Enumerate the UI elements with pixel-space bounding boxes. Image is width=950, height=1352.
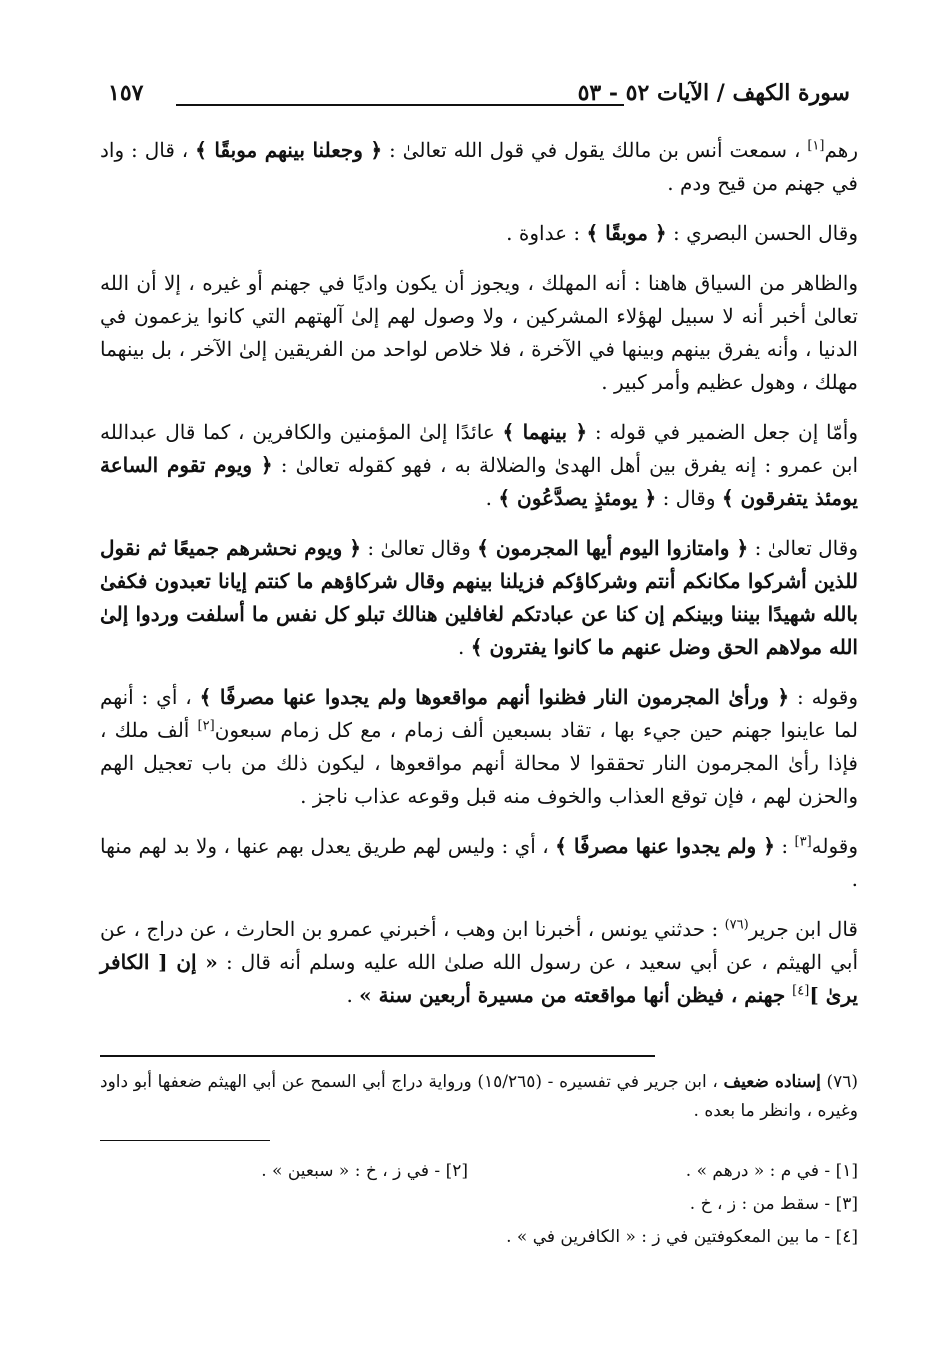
paragraph [100,532,858,664]
note-1: [١] - في م : « درهم » . [685,1161,858,1181]
quranic-quote: ﴿ وامتازوا اليوم أيها المجرمون ﴾ [477,536,749,560]
quranic-quote: « إن [ الكافر يرىٰ ] [100,950,858,1007]
text-run: والظاهر من السياق هاهنا : أنه المهلك ، ويجوز أن يكون واديًا في جهنم أو غيره ، إلا أن الله تعالىٰ أخبر أنه لا سبيل لهؤلاء المشركين ، ولا وصول لهم إلىٰ آلهتهم التي كانوا يزعمون في الدنيا ، وأنه يفرق بينهم وبينها في الآخرة ، فلا خلاص لواحد من الفريقين إلىٰ الآخر ، بل بينهما مهلك ، وهول عظيم وأمر كبير . [100,271,858,394]
text-run: : [774,834,795,858]
note-marker: [١] [807,138,825,154]
quranic-quote: جهنم ، فيظن أنها مواقعته من مسيرة أربعين سنة » [359,983,793,1007]
header-rule [176,104,624,106]
paragraph [100,830,858,896]
notes-row-1 [100,1155,858,1188]
text-run: (٧٦) [820,1072,858,1092]
paragraph [100,681,858,813]
surah-title: سورة الكهف / الآيات ٥٢ - ٥٣ [577,80,850,106]
text-run: ، ابن جرير في تفسيره - (١٥/٢٦٥) ورواية دراج أبي السمح عن أبي الهيثم ضعفها أبو داود وغيره ، وانظر ما بعده . [100,1072,858,1121]
note-marker: [٣] [794,834,812,850]
paragraph [100,134,858,200]
text-run: . [485,486,499,510]
main-text [100,134,858,1029]
quranic-quote: ﴿ ولم يجدوا عنها مصرفًا ﴾ [555,834,775,858]
text-run: رهم [824,138,858,162]
quranic-quote: ﴿ ويوم نحشرهم جميعًا ثم نقول للذين أشركوا مكانكم أنتم وشركاؤكم فزيلنا بينهم وقال شركاؤهم ما كنتم إيانا تعبدون فكفىٰ بالله شهيدًا بيننا وبينكم إن كنا عن عبادتكم لغافلين هنالك تبلو كل نفس ما أسلفت وردوا إلىٰ الله مولاهم الحق وضل عنهم ما كانوا يفترون ﴾ [100,536,858,659]
quranic-quote: ﴿ ورأىٰ المجرمون النار فظنوا أنهم مواقعوها ولم يجدوا عنها مصرفًا ﴾ [199,685,790,709]
notes-row-2 [100,1188,858,1221]
quranic-quote: ﴿ وجعلنا بينهم موبقًا ﴾ [195,138,383,162]
text-run: . [346,983,360,1007]
note-marker: [٤] [792,983,810,999]
paragraph [100,217,858,250]
footnote-divider [100,1055,655,1057]
text-run: قال ابن جرير [748,917,858,941]
notes-row-3 [100,1221,858,1254]
text-run: ، سمعت أنس بن مالك يقول في قول الله تعالىٰ : [382,138,808,162]
text-run: وقال تعالىٰ : [748,536,858,560]
text-run: وأمّا إن جعل الضمير في قوله : [587,420,859,444]
quranic-quote: ﴿ موبقًا ﴾ [586,221,667,245]
paragraph [100,416,858,515]
note-2: [٢] - في ز ، خ : « سبعين » . [261,1161,468,1181]
text-run: عائدًا إلىٰ المؤمنين والكافرين ، كما قال عبدالله ابن عمرو : إنه يفرق بين أهل الهدىٰ والضلالة به ، فهو كقوله تعالىٰ : [100,420,859,477]
quranic-quote: إسناده ضعيف [723,1072,821,1092]
text-run: : حدثني يونس ، أخبرنا ابن وهب ، أخبرني عمرو بن الحارث ، عن دراج ، عن أبي الهيثم ، عن أبي سعيد ، عن رسول الله صلىٰ الله عليه وسلم أنه قال : [100,917,858,974]
text-run: ، قال : واد في جهنم من قيح ودم . [100,138,858,195]
text-run: : عداوة . [506,221,587,245]
quranic-quote: ﴿ ويوم تقوم الساعة يومئذ يتفرقون ﴾ [100,453,858,510]
paragraph [100,913,858,1012]
text-run: وقوله [811,834,859,858]
hadith-footnote [100,1068,858,1126]
quranic-quote: ﴿ يومئذٍ يصدَّعُون ﴾ [498,486,657,510]
text-run: وقال تعالىٰ : [360,536,478,560]
page-number: ١٥٧ [108,80,144,106]
note-3: [٣] - سقط من : ز ، خ . [689,1194,858,1214]
text-run: ألف ملك ، فإذا رأىٰ المجرمون النار تحققوا لا محالة أنهم مواقعوها ، ليكون ذلك من باب تعجيل الهم والحزن لهم ، فإن توقع العذاب والخوف منه قبل وقوعه عذاب ناجز . [100,718,858,808]
note-marker: (٧٦) [724,917,749,933]
text-run: وقوله : [789,685,858,709]
text-run: ، أي : وليس لهم طريق يعدل بهم عنها ، ولا بد لهم منها . [100,834,858,891]
text-run: ، أي : أنهم لما عاينوا جهنم حين جيء بها ، تقاد بسبعين ألف زمام ، مع كل زمام سبعون [100,685,858,742]
quranic-quote: ﴿ بينهما ﴾ [502,420,588,444]
page-header [108,80,850,120]
text-run: . [458,635,471,659]
notes-divider [100,1140,270,1141]
text-run: وقال الحسن البصري : [666,221,858,245]
text-run: وقال : [656,486,722,510]
note-marker: [٢] [197,718,215,734]
paragraph [100,267,858,399]
textual-notes [100,1155,858,1254]
note-4: [٤] - ما بين المعكوفتين في ز : « الكافرين في » . [506,1227,858,1247]
